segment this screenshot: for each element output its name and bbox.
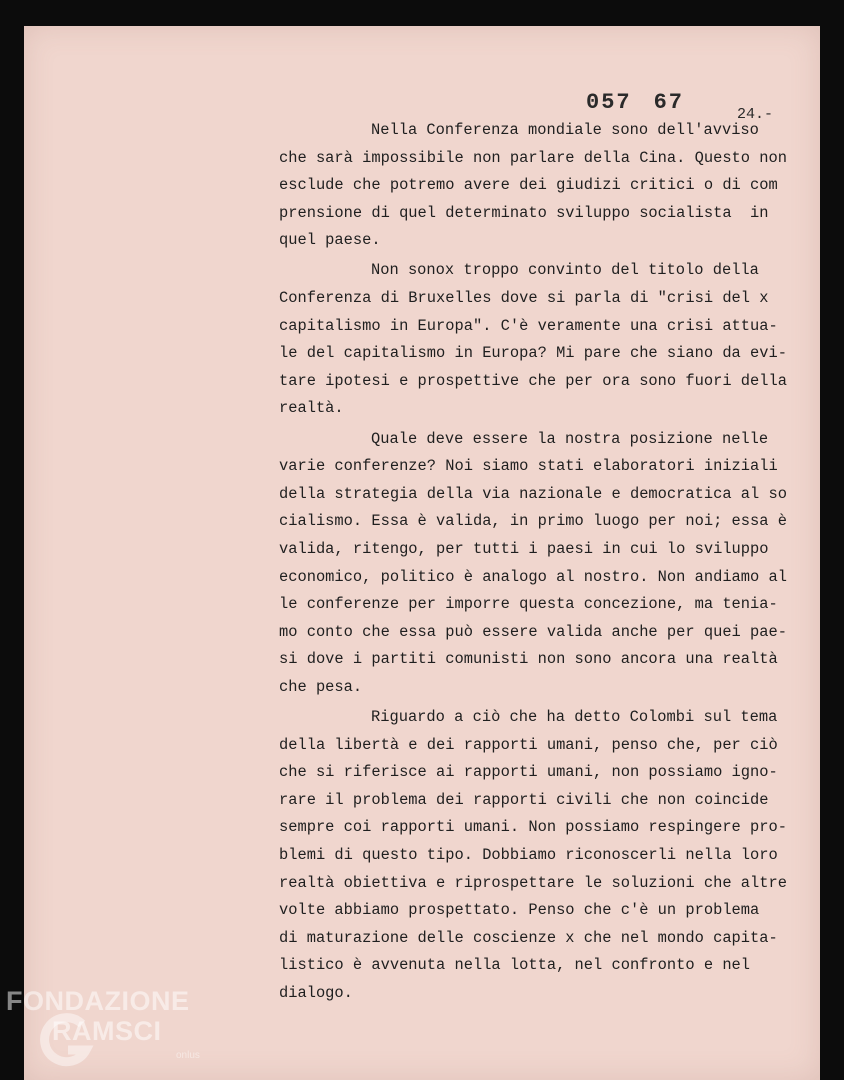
archive-number-part: 67 <box>653 90 685 115</box>
text-line: quel paese. <box>279 231 381 250</box>
text-line: economico, politico è analogo al nostro. Non andiamo al <box>279 567 787 586</box>
text-line: Non sonox troppo convinto del titolo della <box>371 261 759 280</box>
text-line: listico è avvenuta nella lotta, nel confronto e nel <box>279 956 751 975</box>
text-line: dialogo. <box>279 983 353 1002</box>
paragraph <box>279 704 809 1008</box>
watermark-line-3: onlus <box>176 1050 200 1061</box>
watermark-line-2: RAMSCI <box>52 1016 162 1046</box>
text-line: varie conferenze? Noi siamo stati elaboratori iniziali <box>279 457 778 476</box>
text-line: volte abbiamo prospettato. Penso che c'è un problema <box>279 901 760 920</box>
text-line: Nella Conferenza mondiale sono dell'avviso <box>371 121 759 139</box>
text-line: che sarà impossibile non parlare della Cina. Questo non <box>279 148 787 167</box>
text-line: di maturazione delle coscienze x che nel mondo capita- <box>279 928 778 947</box>
text-line: si dove i partiti comunisti non sono ancora una realtà <box>279 650 778 669</box>
paragraph <box>279 117 809 255</box>
paragraph <box>279 257 809 423</box>
text-line: capitalismo in Europa". C'è veramente una crisi attua- <box>279 316 778 335</box>
text-line: Conferenza di Bruxelles dove si parla di "crisi del x <box>279 289 769 308</box>
text-line: tare ipotesi e prospettive che per ora sono fuori della <box>279 371 787 390</box>
text-line: le conferenze per imporre questa concezione, ma tenia- <box>279 595 778 614</box>
archive-number-part: 057 <box>586 90 632 115</box>
text-line: valida, ritengo, per tutti i paesi in cui lo sviluppo <box>279 539 769 558</box>
text-line: prensione di quel determinato sviluppo socialista in <box>279 203 769 222</box>
text-line: le del capitalismo in Europa? Mi pare che siano da evi- <box>279 344 787 363</box>
text-line: rare il problema dei rapporti civili che non coincide <box>279 790 769 809</box>
watermark-line-1: FONDAZIONE <box>6 986 190 1016</box>
archive-number-stamp <box>586 90 684 115</box>
text-line: sempre coi rapporti umani. Non possiamo respingere pro- <box>279 818 787 837</box>
typed-body-text <box>279 117 809 1008</box>
text-line: realtà. <box>279 399 344 418</box>
text-line: che pesa. <box>279 677 363 696</box>
text-line: Riguardo a ciò che ha detto Colombi sul tema <box>371 707 778 726</box>
text-line: che si riferisce ai rapporti umani, non possiamo igno- <box>279 763 778 782</box>
fondazione-gramsci-watermark <box>6 986 236 1080</box>
text-line: realtà obiettiva e riprospettare le soluzioni che altre <box>279 873 787 892</box>
text-line: Quale deve essere la nostra posizione nelle <box>371 429 769 448</box>
page-number: 24.- <box>737 106 774 123</box>
paragraph <box>279 426 809 702</box>
text-line: esclude che potremo avere dei giudizi critici o di com <box>279 176 778 195</box>
text-line: mo conto che essa può essere valida anche per quei pae- <box>279 622 787 641</box>
text-line: blemi di questo tipo. Dobbiamo riconoscerli nella loro <box>279 845 778 864</box>
text-line: cialismo. Essa è valida, in primo luogo per noi; essa è <box>279 512 787 531</box>
text-line: della strategia della via nazionale e democratica al so <box>279 484 787 503</box>
text-line: della libertà e dei rapporti umani, penso che, per ciò <box>279 735 778 754</box>
